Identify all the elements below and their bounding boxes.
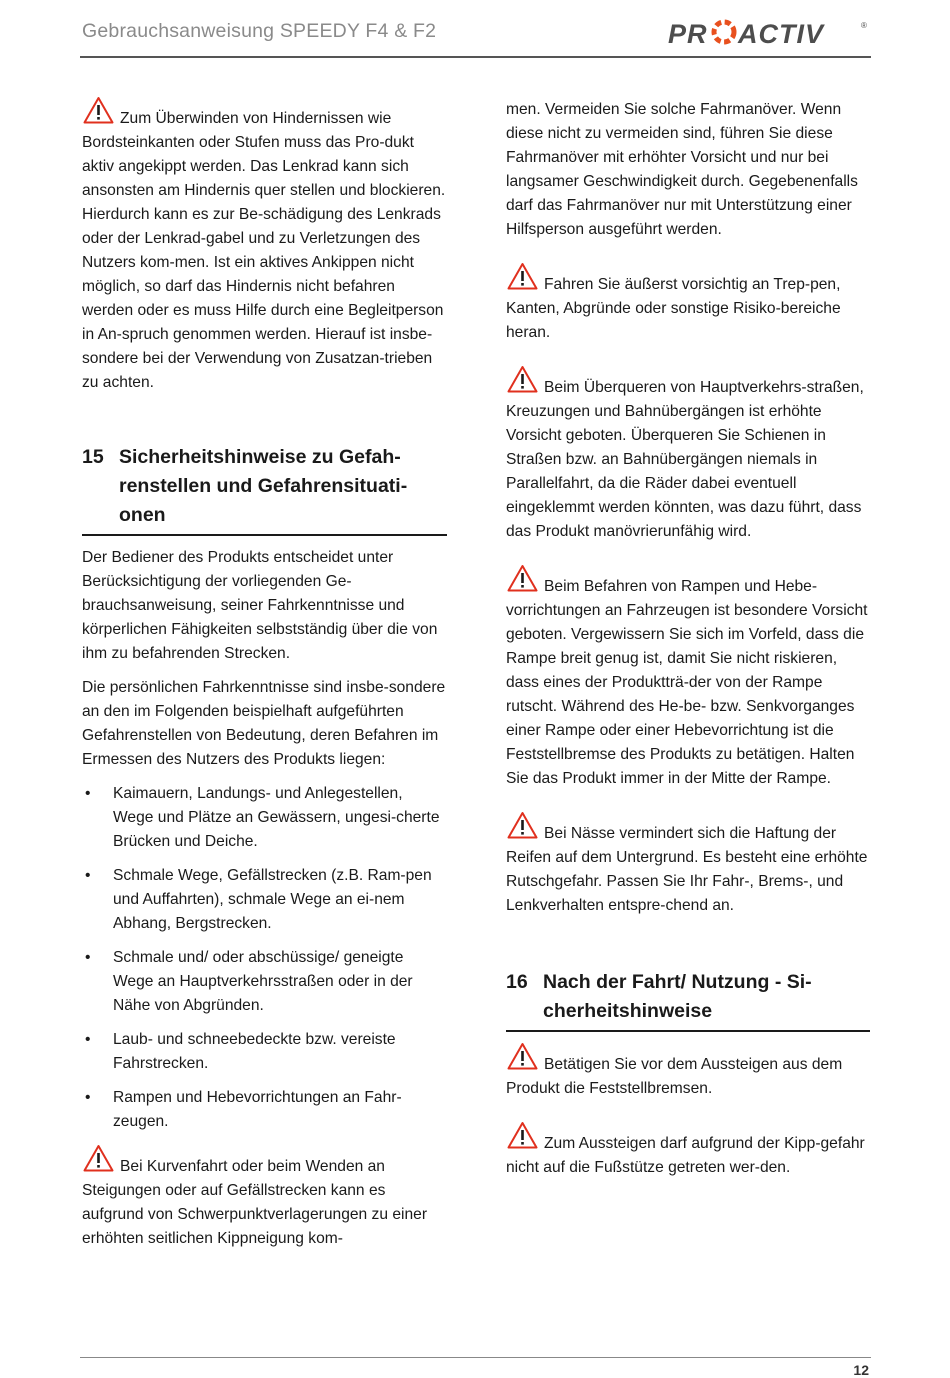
svg-text:ACTIV: ACTIV xyxy=(738,19,824,48)
section-rule xyxy=(506,1030,870,1032)
warning-text: Beim Überqueren von Hauptverkehrs-straßen, Kreuzungen und Bahnübergängen ist erhöhte Vorsicht geboten. Überqueren Sie Schienen in Straßen bzw. an Bahnübergängen niemals in Parallelfahrt, da die Räder dabei eventuell eingeklemmt werden könnten, was dazu führt, dass das Produkt manövrierunfähig wird. xyxy=(506,379,864,540)
warning-text: Beim Befahren von Rampen und Hebe-vorrichtungen an Fahrzeugen ist besondere Vorsicht geboten. Vergewissern Sie sich im Vorfeld, dass die Rampe breit genug ist, damit Sie nicht riskieren, dass eines der Produktträ-der von der Rampe rutscht. Während des He-be- bzw. Senkvorganges einer Rampe oder einer Hebevorrichtung ist die Feststellbremse des Produkts zu betätigen. Halten Sie das Produkt immer in der Mitte der Rampe. xyxy=(506,578,868,787)
section-heading-16 xyxy=(506,968,870,1026)
bullet: • xyxy=(85,949,91,966)
svg-text:PR: PR xyxy=(668,19,708,48)
bullet: • xyxy=(85,1089,91,1106)
warning-paragraph xyxy=(82,96,447,395)
warning-text: Zum Aussteigen darf aufgrund der Kipp-gefahr nicht auf die Fußstütze getreten wer-den. xyxy=(506,1135,865,1176)
warning-paragraph xyxy=(506,365,870,544)
bullet: • xyxy=(85,785,91,802)
warning-paragraph xyxy=(506,811,870,918)
section-number: 16 xyxy=(506,971,528,993)
section-number: 15 xyxy=(82,446,104,468)
hazard-list xyxy=(82,782,447,1134)
warning-icon xyxy=(507,1121,538,1149)
warning-text: Betätigen Sie vor dem Aussteigen aus dem Produkt die Feststellbremsen. xyxy=(506,1056,843,1097)
left-column xyxy=(82,96,447,1261)
bullet: • xyxy=(85,867,91,884)
warning-icon xyxy=(83,1144,114,1172)
right-column xyxy=(506,98,870,1190)
section-title: Sicherheitshinweise zu Gefah-renstellen und Gefahrensituati-onen xyxy=(119,446,408,526)
list-item: • Rampen und Hebevorrichtungen an Fahr-zeugen. xyxy=(82,1086,447,1134)
warning-text: Fahren Sie äußerst vorsichtig an Trep-pen, Kanten, Abgründe oder sonstige Risiko-bereiche heran. xyxy=(506,276,841,341)
warning-icon xyxy=(507,811,538,839)
body-paragraph: Der Bediener des Produkts entscheidet unter Berücksichtigung der vorliegenden Ge-brauchsanweisung, seiner Fahrkenntnisse und körperlichen Fähigkeiten selbstständig über die von ihm zu befahrenden Strecken. xyxy=(82,549,438,662)
warning-icon xyxy=(507,564,538,592)
header-title: Gebrauchsanweisung SPEEDY F4 & F2 xyxy=(82,20,437,42)
list-item: • Laub- und schneebedeckte bzw. vereiste Fahrstrecken. xyxy=(82,1028,447,1076)
warning-text: Bei Nässe vermindert sich die Haftung der Reifen auf dem Untergrund. Es besteht eine erhöhte Rutschgefahr. Passen Sie Ihr Fahr-, Brems-, und Lenkverhalten entspre-chend an. xyxy=(506,825,868,914)
warning-paragraph xyxy=(506,564,870,791)
body-paragraph: Die persönlichen Fahrkenntnisse sind insbe-sondere an den im Folgenden beispielhaft aufgeführten Gefahrenstellen von Bedeutung, deren Befahren im Ermessen des Nutzers des Produkts liegen: xyxy=(82,679,446,768)
warning-text: Zum Überwinden von Hindernissen wie Bordsteinkanten oder Stufen muss das Pro-dukt aktiv angekippt werden. Das Lenkrad kann sich ansonsten am Hindernis quer stellen und blockieren. Hierdurch kann es zur Be-schädigung des Lenkrads oder der Lenkrad-gabel und zu Verletzungen des Nutzers kom-men. Ist ein aktives Ankippen nicht möglich, so darf das Hindernis nicht befahren werden oder es muss Hilfe durch eine Begleitperson in An-spruch genommen werden. Hierauf ist insbe-sondere bei der Verwendung von Zusatzan-trieben zu achten. xyxy=(82,110,446,391)
proactiv-logo xyxy=(668,18,868,48)
footer-rule xyxy=(80,1357,871,1358)
svg-text:®: ® xyxy=(861,21,867,30)
list-item: • Kaimauern, Landungs- und Anlegestellen, Wege und Plätze an Gewässern, ungesi-cherte Brücken und Deiche. xyxy=(82,782,447,854)
body-paragraph: men. Vermeiden Sie solche Fahrmanöver. Wenn diese nicht zu vermeiden sind, führen Sie diese Fahrmanöver mit erhöhter Vorsicht und nur bei langsamer Geschwindigkeit durch. Gegebenenfalls darf das Fahrmanöver nur mit Unterstützung einer Hilfsperson ausgeführt werden. xyxy=(506,101,858,238)
warning-icon xyxy=(507,1042,538,1070)
list-item: • Schmale und/ oder abschüssige/ geneigte Wege an Hauptverkehrsstraßen oder in der Nähe von Abgründen. xyxy=(82,946,447,1018)
warning-paragraph xyxy=(82,1144,447,1251)
header-rule xyxy=(80,56,871,58)
page-number: 12 xyxy=(853,1362,869,1378)
warning-text: Bei Kurvenfahrt oder beim Wenden an Steigungen oder auf Gefällstrecken kann es aufgrund von Schwerpunktverlagerungen zu einer erhöhten seitlichen Kippneigung kom- xyxy=(82,1158,428,1247)
section-heading-15 xyxy=(82,443,447,530)
warning-paragraph xyxy=(506,262,870,345)
warning-icon xyxy=(507,262,538,290)
section-title: Nach der Fahrt/ Nutzung - Si-cherheitshinweise xyxy=(543,971,812,1022)
warning-icon xyxy=(83,96,114,124)
warning-paragraph xyxy=(506,1121,870,1180)
bullet: • xyxy=(85,1031,91,1048)
warning-icon xyxy=(507,365,538,393)
section-rule xyxy=(82,534,447,536)
warning-paragraph xyxy=(506,1042,870,1101)
list-item: • Schmale Wege, Gefällstrecken (z.B. Ram-pen und Auffahrten), schmale Wege an ei-nem Abhang, Bergstrecken. xyxy=(82,864,447,936)
